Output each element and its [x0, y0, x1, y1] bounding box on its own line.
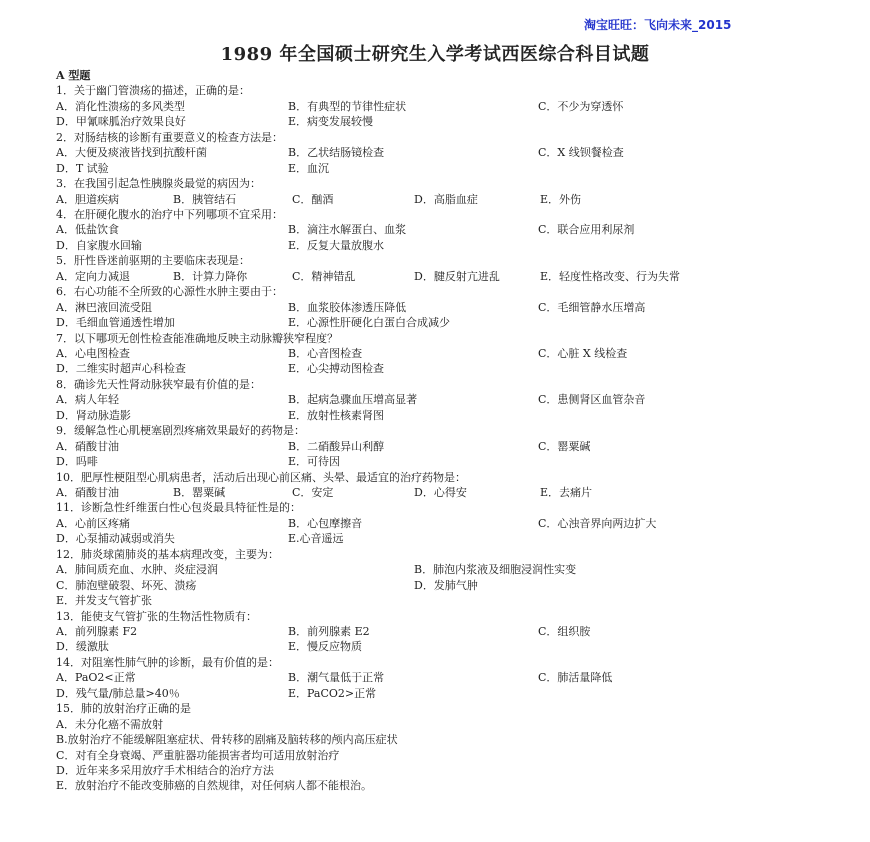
answer-option: C．联合应用利尿剂	[538, 223, 635, 237]
answer-option: E．心源性肝硬化白蛋白合成减少	[288, 316, 451, 330]
answer-option: C．不少为穿透怀	[538, 99, 624, 113]
answer-option: C．心脏 X 线检查	[538, 347, 628, 360]
answer-option: D．心泵捕动减弱或消失	[56, 532, 175, 546]
answer-option: D．肾动脉造影	[56, 408, 131, 422]
question-stem: 8．确诊先天性肾动脉狭窄最有价值的是：	[56, 377, 261, 391]
answer-option: D．吗啡	[56, 455, 98, 469]
answer-option: E．可待因	[288, 455, 341, 469]
answer-option: E．反复大量放腹水	[288, 238, 385, 252]
answer-option: C．肺活量降低	[538, 671, 613, 685]
answer-option: D．心得安	[414, 485, 467, 499]
answer-option: A．心电图检查	[56, 347, 130, 360]
answer-option: E．轻度性格改变、行为失常	[540, 269, 681, 283]
option-row	[56, 300, 856, 315]
answer-option: A．病人年轻	[56, 393, 119, 407]
answer-option: E.心音遥远	[288, 532, 344, 546]
page-title: 1989 年全国硕士研究生入学考试西医综合科目试题	[220, 44, 650, 65]
answer-option: C．安定	[292, 485, 334, 499]
question-stem: 5．肝性昏迷前驱期的主要临床表现是：	[56, 254, 250, 268]
option-row	[56, 639, 856, 654]
option-row	[56, 454, 856, 469]
answer-option: A．硝酸甘油	[56, 485, 119, 499]
answer-option: E．外伤	[540, 192, 582, 206]
question-stem: 3．在我国引起急性胰腺炎最觉的病因为：	[56, 177, 261, 191]
answer-option: E．去痛片	[540, 485, 593, 499]
answer-option: D．腱反射亢进乱	[414, 269, 500, 283]
answer-option: A．肺间质充血、水肿、炎症浸润	[56, 563, 218, 577]
answer-option: B．心包摩擦音	[288, 516, 363, 530]
answer-option: E．病变发展较慢	[288, 115, 374, 129]
question-stem: 15．肺的放射治疗正确的是	[56, 702, 191, 716]
option-row	[56, 238, 856, 253]
question-stem: 13．能使支气管扩张的生物活性物质有：	[56, 609, 257, 623]
question-list	[56, 68, 856, 794]
answer-option: B．乙状结肠镜检查	[288, 146, 385, 160]
question-stem: 7．以下哪项无创性检查能准确地反映主动脉瓣狭窄程度？	[56, 331, 338, 345]
option-row	[56, 408, 856, 423]
answer-option: A．心前区疼痛	[56, 516, 130, 530]
answer-option: B．起病急骤血压增高显著	[288, 393, 418, 407]
answer-option: B．二硝酸异山利醇	[288, 439, 385, 453]
option-row	[56, 99, 856, 114]
answer-option: A．硝酸甘油	[56, 439, 119, 453]
answer-option: D．T 试验	[56, 161, 109, 175]
answer-option: A．PaO2<正常	[56, 671, 136, 685]
answer-option: B．潮气量低于正常	[288, 671, 385, 685]
option-row	[56, 578, 856, 593]
question-stem: 6．右心功能不全所致的心源性水肿主要由于：	[56, 285, 283, 299]
answer-option: A．大便及痰液皆找到抗酸杆菌	[56, 146, 207, 160]
answer-option: B．滴注水解蛋白、血浆	[288, 223, 407, 237]
answer-option: B．肺泡内浆液及细胞浸润性实变	[414, 563, 577, 577]
answer-option: B．计算力降你	[173, 269, 248, 283]
watermark-text: 淘宝旺旺：飞向未来_2015	[584, 18, 732, 32]
answer-option: A．前列腺素 F2	[56, 624, 138, 638]
answer-option: B．胰管结石	[173, 192, 237, 206]
answer-option: D．甲氰咪胍治疗效果良好	[56, 115, 186, 129]
answer-option: C．X 线钡餐检查	[538, 146, 624, 160]
option-row	[56, 161, 856, 176]
answer-option: E．放射性核素肾图	[288, 408, 385, 422]
answer-option: A．淋巴液回流受阻	[56, 300, 152, 314]
question-stem: 9．缓解急性心肌梗塞剧烈疼痛效果最好的药物是：	[56, 424, 305, 438]
answer-option: C．患侧肾区血管杂音	[538, 393, 646, 407]
question-stem: 12．肺炎球菌肺炎的基本病理改变，主要为：	[56, 547, 279, 561]
question-stem: 14．对阻塞性肺气肿的诊断，最有价值的是：	[56, 655, 279, 669]
option-row	[56, 531, 856, 546]
option-row	[56, 315, 856, 330]
answer-option: E．PaCO2>正常	[288, 686, 377, 700]
answer-option: D．缓激肽	[56, 640, 109, 654]
option-row	[56, 145, 856, 160]
option-row	[56, 346, 856, 361]
answer-option: A．未分化癌不需放射	[56, 717, 163, 731]
option-row	[56, 222, 856, 237]
answer-option: C．肺泡壁破裂、坏死、溃疡	[56, 578, 197, 592]
answer-option: A．低盐饮食	[56, 223, 119, 237]
answer-option: D．高脂血症	[414, 192, 478, 206]
question-stem: 1．关于幽门管溃疡的描述，正确的是：	[56, 84, 250, 98]
answer-option: D．发肺气肿	[414, 578, 478, 592]
answer-option: E．放射治疗不能改变肺癌的自然规律，对任何病人都不能根治。	[56, 779, 373, 793]
answer-option: E．慢反应物质	[288, 640, 363, 654]
answer-option: E．并发支气管扩张	[56, 594, 153, 608]
question-stem: 2．对肠结核的诊断有重要意义的检查方法是：	[56, 130, 283, 144]
answer-option: C．组织胺	[538, 624, 591, 638]
option-row	[56, 361, 856, 376]
question-stem: 10．肥厚性梗阻型心肌病患者，活动后出现心前区痛、头晕、最适宜的治疗药物是：	[56, 470, 466, 484]
option-row	[56, 192, 856, 207]
option-row	[56, 562, 856, 577]
answer-option: B．前列腺素 E2	[288, 624, 370, 638]
answer-option: C．毛细管静水压增高	[538, 300, 646, 314]
option-row	[56, 269, 856, 284]
answer-option: B．心音图检查	[288, 347, 363, 360]
answer-option: D．二维实时超声心科检查	[56, 362, 186, 376]
option-row	[56, 439, 856, 454]
answer-option: C．心浊音界向两边扩大	[538, 516, 657, 530]
answer-option: B．罂粟碱	[173, 485, 226, 499]
answer-option: A．消化性溃疡的多风类型	[56, 99, 185, 113]
option-row	[56, 624, 856, 639]
option-row	[56, 485, 856, 500]
option-row	[56, 114, 856, 129]
answer-option: C．精神错乱	[292, 269, 356, 283]
option-row	[56, 392, 856, 407]
answer-option: D．毛细血管通透性增加	[56, 316, 175, 330]
option-row	[56, 593, 856, 608]
answer-option: C．对有全身衰竭、严重脏器功能损害者均可适用放射治疗	[56, 748, 340, 762]
answer-option: B．血浆胶体渗透压降低	[288, 300, 407, 314]
answer-option: E．血沉	[288, 161, 330, 175]
option-row	[56, 686, 856, 701]
option-row	[56, 516, 856, 531]
answer-option: A．胆道疾病	[56, 192, 119, 206]
question-stem: 4．在肝硬化腹水的治疗中下列哪项不宜采用：	[56, 208, 283, 221]
answer-option: C．酗酒	[292, 192, 334, 206]
answer-option: E．心尖搏动图检查	[288, 362, 385, 376]
answer-option: D．近年来多采用放疗手术相结合的治疗方法	[56, 763, 274, 777]
answer-option: D．残气量/肺总量>40％	[56, 686, 180, 700]
question-stem: 11．诊断急性纤维蛋白性心包炎最具特征性是的：	[56, 501, 301, 515]
answer-option: B.放射治疗不能缓解阻塞症状、骨转移的剧痛及脑转移的颅内高压症状	[56, 733, 398, 747]
answer-option: A．定向力减退	[56, 269, 130, 283]
answer-option: C．罂粟碱	[538, 439, 591, 453]
section-heading: A 型题	[56, 69, 91, 82]
option-row	[56, 670, 856, 685]
answer-option: B．有典型的节律性症状	[288, 99, 407, 113]
answer-option: D．自家腹水回输	[56, 238, 142, 252]
